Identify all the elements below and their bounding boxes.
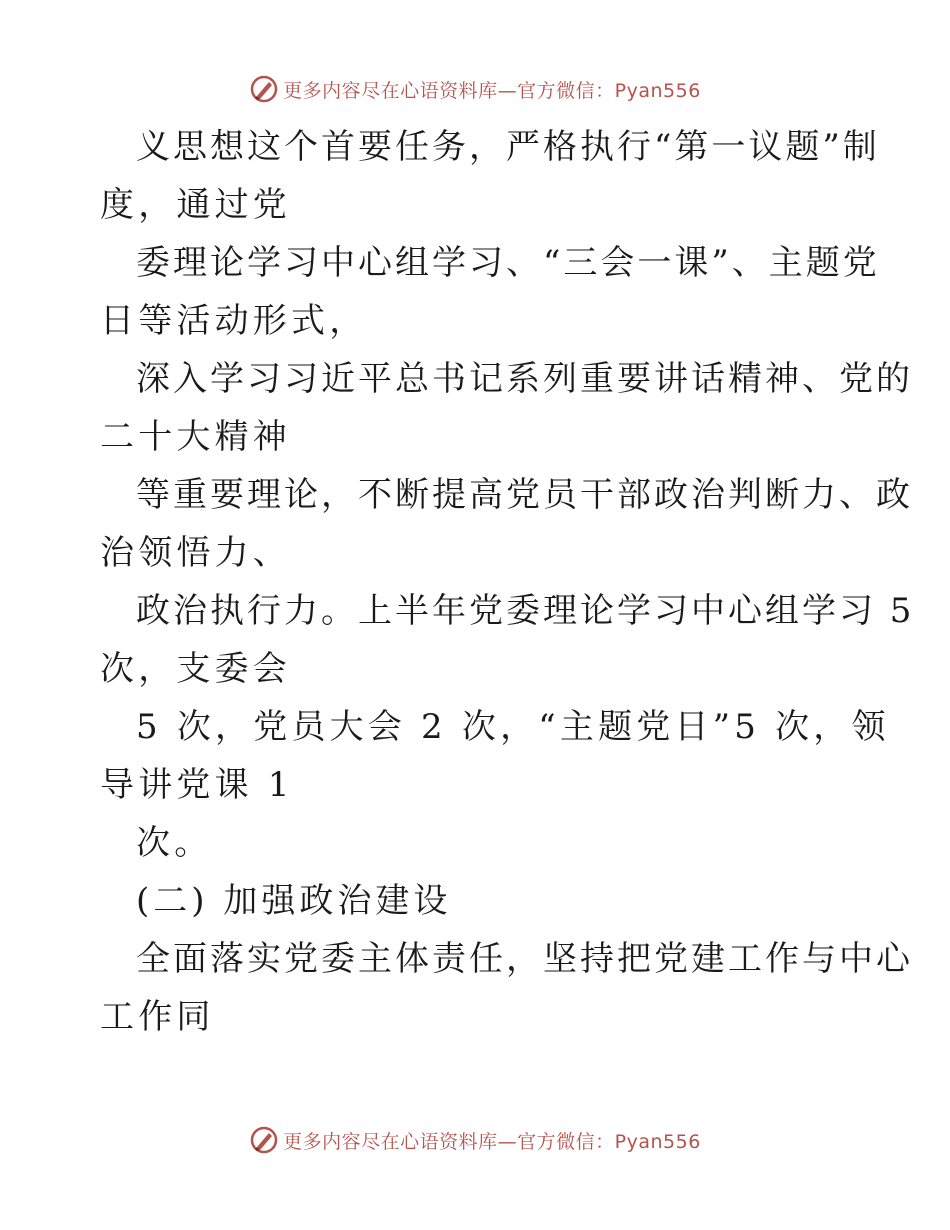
- text-line: 5 次，党员大会 2 次，“主题党日”5 次，领: [136, 707, 890, 747]
- text-line: 政治执行力。上半年党委理论学习中心组学习 5: [136, 591, 915, 631]
- header-watermark: [0, 72, 950, 106]
- text-line: 次。: [136, 823, 213, 863]
- text-line: 全面落实党委主体责任，坚持把党建工作与中心: [136, 939, 913, 979]
- document-body: [100, 118, 915, 1046]
- watermark-text: 更多内容尽在心语资料库—官方微信：Pyan556: [283, 79, 701, 102]
- text-line: 治领悟力、: [100, 533, 291, 573]
- text-line: 委理论学习中心组学习、“三会一课”、主题党: [136, 243, 880, 283]
- text-line: 义思想这个首要任务，严格执行“第一议题”制: [136, 127, 880, 167]
- text-line: 度，通过党: [100, 185, 291, 225]
- text-line: 工作同: [100, 997, 215, 1037]
- section-heading: (二) 加强政治建设: [136, 881, 452, 921]
- watermark-text: 更多内容尽在心语资料库—官方微信：Pyan556: [283, 1130, 701, 1153]
- footer-watermark: [0, 1123, 950, 1157]
- text-line: 等重要理论，不断提高党员干部政治判断力、政: [136, 475, 913, 515]
- pen-logo-icon: [249, 1125, 279, 1155]
- text-line: 深入学习习近平总书记系列重要讲话精神、党的: [136, 359, 913, 399]
- text-line: 二十大精神: [100, 417, 291, 457]
- text-line: 次，支委会: [100, 649, 291, 689]
- text-line: 导讲党课 1: [100, 765, 294, 805]
- text-line: 日等活动形式，: [100, 301, 368, 341]
- pen-logo-icon: [249, 74, 279, 104]
